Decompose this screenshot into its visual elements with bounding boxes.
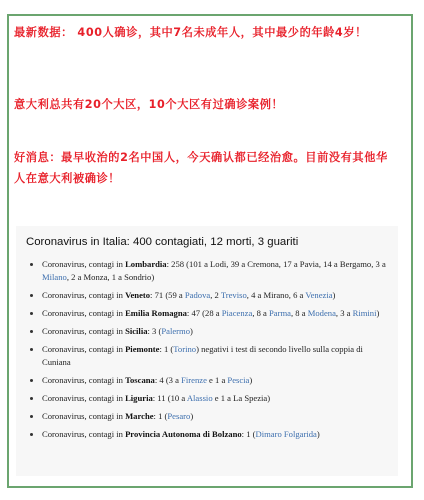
link-parma[interactable]: Parma [269,308,291,318]
link-firenze[interactable]: Firenze [181,375,207,385]
link-piacenza[interactable]: Piacenza [221,308,253,318]
region-list [16,258,398,446]
alert-regions: 意大利总共有20个大区，10个大区有过确诊案例！ [14,98,284,111]
region-name: Emilia Romagna [125,308,187,318]
region-name: Piemonte [125,344,160,354]
region-name: Lombardia [125,259,167,269]
link-dimaro-folgarida[interactable]: Dimaro Folgarida [255,429,317,439]
alert-good-news: 好消息：最早收治的2名中国人，今天确认都已经治愈。目前没有其他华人在意大利被确诊！ [14,151,388,185]
link-pesaro[interactable]: Pesaro [167,411,191,421]
region-name: Veneto [125,290,151,300]
news-title: Coronavirus in Italia: 400 contagiati, 12 morti, 3 guariti [26,236,299,248]
link-venezia[interactable]: Venezia [305,290,333,300]
news-screenshot [16,226,398,476]
alert-block [14,22,394,189]
list-item-liguria: Coronavirus, contagi in Liguria: 11 (10 a Alassio e 1 a La Spezia) [16,392,398,405]
list-item-toscana: Coronavirus, contagi in Toscana: 4 (3 a Firenze e 1 a Pescia) [16,374,398,387]
link-alassio[interactable]: Alassio [186,393,213,403]
link-milano[interactable]: Milano [42,272,67,282]
link-pescia[interactable]: Pescia [227,375,250,385]
list-item-lombardia: Coronavirus, contagi in Lombardia: 258 (101 a Lodi, 39 a Cremona, 17 a Pavia, 14 a Bergamo, 3 a Milano, 2 a Monza, 1 a Sondrio) [16,258,398,284]
list-item-emilia-romagna: Coronavirus, contagi in Emilia Romagna: 47 (28 a Piacenza, 8 a Parma, 8 a Modena, 3 a Rimini) [16,307,398,320]
link-modena[interactable]: Modena [307,308,336,318]
region-name: Provincia Autonoma di Bolzano [125,429,242,439]
region-name: Sicilia [125,326,148,336]
list-item-sicilia: Coronavirus, contagi in Sicilia: 3 (Palermo) [16,325,398,338]
list-item-bolzano: Coronavirus, contagi in Provincia Autonoma di Bolzano: 1 (Dimaro Folgarida) [16,428,398,441]
link-treviso[interactable]: Treviso [220,290,247,300]
list-item-veneto: Coronavirus, contagi in Veneto: 71 (59 a Padova, 2 Treviso, 4 a Mirano, 6 a Venezia) [16,289,398,302]
region-name: Liguria [125,393,153,403]
link-torino[interactable]: Torino [173,344,197,354]
link-rimini[interactable]: Rimini [352,308,377,318]
list-item-piemonte: Coronavirus, contagi in Piemonte: 1 (Torino) negativi i test di secondo livello sulla coppia di Cuniana [16,343,398,369]
alert-latest-data: 最新数据： 400人确诊，其中7名未成年人，其中最少的年龄4岁！ [14,26,367,39]
region-name: Toscana [125,375,155,385]
region-name: Marche [125,411,154,421]
link-palermo[interactable]: Palermo [161,326,190,336]
list-item-marche: Coronavirus, contagi in Marche: 1 (Pesaro) [16,410,398,423]
link-padova[interactable]: Padova [184,290,211,300]
